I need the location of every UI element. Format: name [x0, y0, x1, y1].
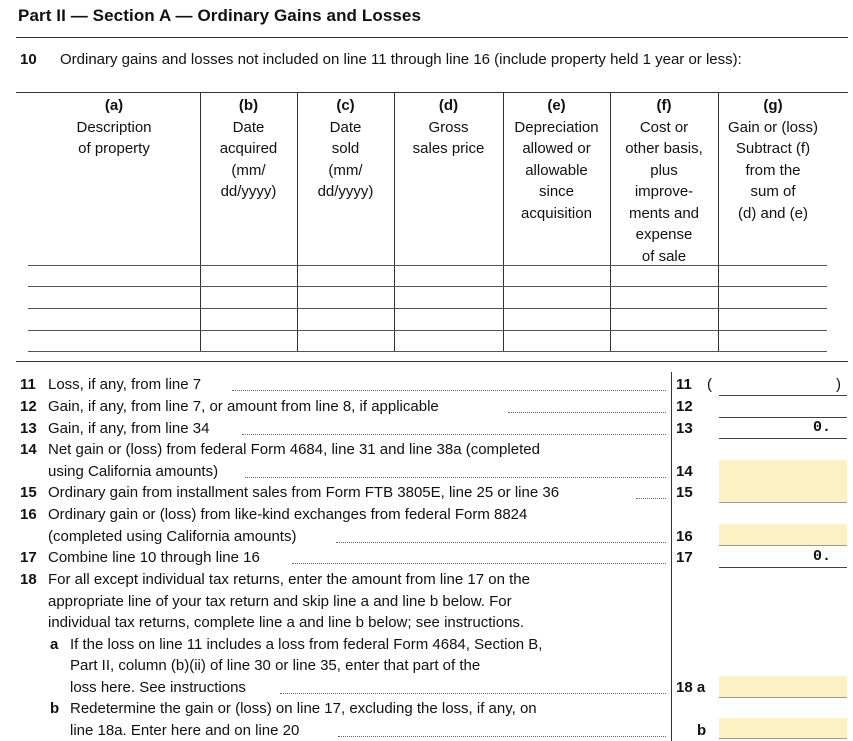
line-13-number: 13 — [20, 420, 37, 437]
col-divider — [503, 92, 504, 352]
line-14-text-2: using California amounts) — [48, 463, 219, 480]
col-divider — [610, 92, 611, 352]
line-14-field[interactable] — [719, 460, 847, 482]
line-14-ref: 14 — [676, 463, 693, 480]
line-16-number: 16 — [20, 506, 37, 523]
line-11-number: 11 — [20, 376, 36, 393]
line-18-text-3: individual tax returns, complete line a and line b below; see instructions. — [48, 614, 525, 631]
line-15-field[interactable] — [719, 481, 847, 503]
col-header-e: (e) Depreciation allowed or allowable since acquisition — [514, 97, 599, 222]
line-16-text-1: Ordinary gain or (loss) from like-kind exchanges from federal Form 8824 — [48, 506, 528, 523]
line-11-text: Loss, if any, from line 7 — [48, 376, 202, 393]
leader-dots — [636, 498, 666, 499]
line-17-value: 0. — [812, 548, 831, 565]
leader-dots — [280, 693, 666, 694]
section-title: Part II — Section A — Ordinary Gains and Losses — [18, 6, 422, 25]
line-18-number: 18 — [20, 571, 37, 588]
line-18b-ref: b — [697, 722, 707, 739]
line-15-ref: 15 — [676, 484, 693, 501]
line-18a-sub: a — [50, 636, 59, 653]
line-12-field[interactable] — [719, 396, 847, 418]
line-13-text: Gain, if any, from line 34 — [48, 420, 210, 437]
line-10-text: Ordinary gains and losses not included on line 11 through line 16 (include property held 1 year or less): — [60, 51, 742, 68]
col-divider — [394, 92, 395, 352]
col-divider — [718, 92, 719, 352]
line-16-text-2: (completed using California amounts) — [48, 528, 297, 545]
table-row[interactable] — [28, 308, 827, 309]
title-rule — [16, 37, 848, 38]
line-10-number: 10 — [20, 51, 37, 68]
line-18b-sub: b — [50, 700, 60, 717]
col-header-a: (a) Description of property — [28, 95, 200, 160]
leader-dots — [245, 477, 666, 478]
line-18a-text-1: If the loss on line 11 includes a loss from federal Form 4684, Section B, — [70, 636, 543, 653]
col-header-d: (d) Gross sales price — [412, 97, 485, 157]
line-15-number: 15 — [20, 484, 37, 501]
line-11-field[interactable] — [719, 374, 847, 396]
line-13-value: 0. — [812, 419, 831, 436]
line-14-number: 14 — [20, 441, 37, 458]
line-12-ref: 12 — [676, 398, 693, 415]
leader-dots — [338, 736, 666, 737]
line-17-field[interactable] — [719, 546, 847, 568]
line-17-text: Combine line 10 through line 16 — [48, 549, 260, 566]
line-11-paren-close: ) — [836, 376, 841, 393]
line-18a-text-2: Part II, column (b)(ii) of line 30 or line 35, enter that part of the — [70, 657, 481, 674]
line-11-ref: 11 — [676, 376, 692, 393]
line-18a-ref: 18 a — [676, 679, 706, 696]
col-divider — [297, 92, 298, 352]
ref-col-divider — [671, 372, 672, 741]
line-18b-text-2: line 18a. Enter here and on line 20 — [70, 722, 300, 739]
table-row[interactable] — [28, 351, 827, 352]
line-13-ref: 13 — [676, 420, 693, 437]
table-bottom-rule — [16, 361, 848, 362]
line-18-text-1: For all except individual tax returns, enter the amount from line 17 on the — [48, 571, 530, 588]
line-11-paren-open: ( — [707, 376, 712, 393]
line-18a-text-3: loss here. See instructions — [70, 679, 246, 696]
line-18b-text-1: Redetermine the gain or (loss) on line 17, excluding the loss, if any, on — [70, 700, 537, 717]
line-18b-field[interactable] — [719, 718, 847, 739]
line-17-number: 17 — [20, 549, 37, 566]
leader-dots — [508, 412, 666, 413]
table-row[interactable] — [28, 286, 827, 287]
leader-dots — [242, 434, 666, 435]
table-top-rule — [16, 92, 848, 93]
table-row[interactable] — [28, 265, 827, 266]
line-13-field[interactable] — [719, 417, 847, 439]
leader-dots — [336, 542, 666, 543]
line-12-number: 12 — [20, 398, 37, 415]
col-header-b: (b) Date acquired (mm/ dd/yyyy) — [219, 97, 278, 200]
line-17-ref: 17 — [676, 549, 693, 566]
col-divider — [200, 92, 201, 352]
line-18a-field[interactable] — [719, 676, 847, 698]
col-header-c: (c) Date sold (mm/ dd/yyyy) — [317, 97, 374, 200]
line-16-field[interactable] — [719, 524, 847, 546]
line-15-text: Ordinary gain from installment sales from Form FTB 3805E, line 25 or line 36 — [48, 484, 560, 501]
line-18-text-2: appropriate line of your tax return and skip line a and line b below. For — [48, 593, 512, 610]
line-12-text: Gain, if any, from line 7, or amount from line 8, if applicable — [48, 398, 439, 415]
leader-dots — [292, 563, 666, 564]
line-14-text-1: Net gain or (loss) from federal Form 4684, line 31 and line 38a (completed — [48, 441, 540, 458]
col-header-f: (f) Cost or other basis, plus improve- ments and expense of sale — [625, 97, 703, 265]
col-letter: (a) — [104, 97, 124, 114]
leader-dots — [232, 390, 666, 391]
col-header-g: (g) Gain or (loss) Subtract (f) from the sum of (d) and (e) — [727, 97, 819, 222]
line-16-ref: 16 — [676, 528, 693, 545]
table-row[interactable] — [28, 330, 827, 331]
